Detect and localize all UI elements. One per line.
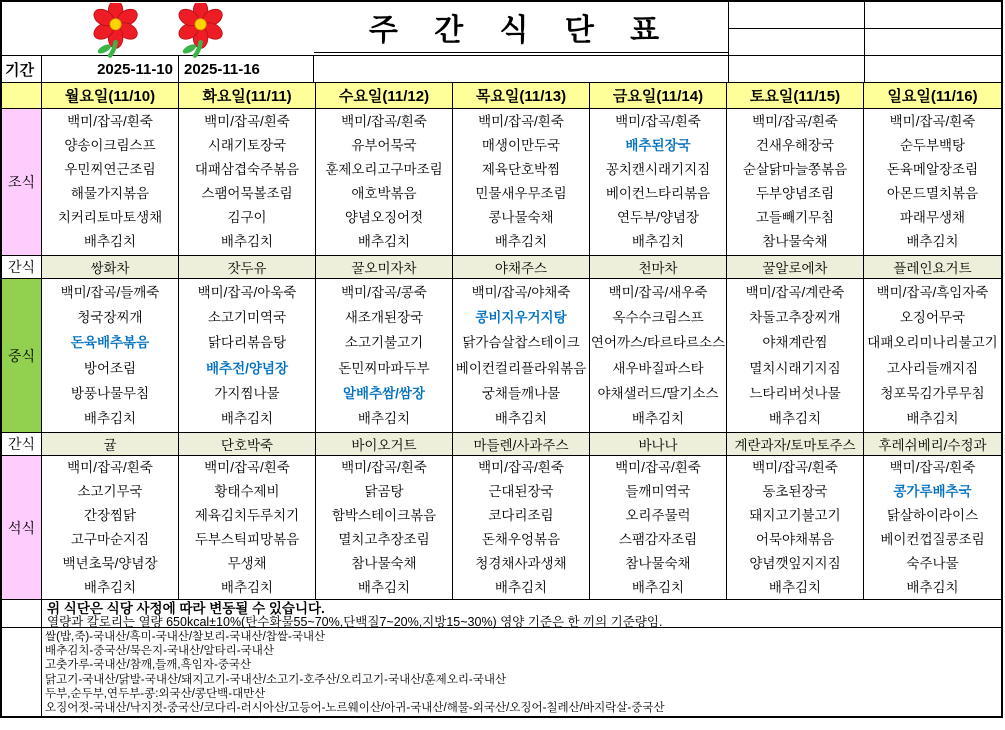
menu-item: 들깨미역국 [625,483,691,499]
top-right-empty-cells [728,2,1001,55]
snack-item: 잣두유 [227,261,267,276]
period-end-date: 2025-11-16 [179,56,314,82]
menu-item: 시래기토장국 [207,138,287,153]
menu-item: 닭다리볶음탕 [207,335,287,351]
menu-item: 백미/잡곡/흰죽 [889,114,976,129]
menu-item: 제육김치두루치기 [194,507,300,523]
menu-item: 순두부백탕 [899,138,966,153]
snack2-row [2,433,1001,456]
empty-cell [864,2,1001,29]
day-header-1: 화요일(11/11) [179,83,316,109]
menu-item: 콩가루배추국 [893,483,972,499]
menu-item: 돈육메알장조림 [886,162,979,177]
day-header-5: 토요일(11/15) [727,83,864,109]
dinner-cell-day0 [42,456,179,600]
origin-line: 오징어젓-국내산/낙지젓-중국산/코다리-러시아산/고등어-노르웨이산/아귀-국내산/해물-외국산/오징어-칠레산/바지락살-중국산 [45,702,665,715]
lunch-row [2,279,1001,433]
menu-item: 무생채 [227,555,267,571]
snack2-cell-day5 [727,433,864,456]
menu-item: 제육단호박찜 [481,162,561,177]
menu-item: 닭곰탕 [364,483,404,499]
menu-item: 백미/잡곡/흰죽 [478,114,564,129]
menu-item: 대패오리미나리불고기 [867,335,998,351]
menu-item: 닭살하이라이스 [886,507,979,523]
menu-item: 파래무생채 [899,210,966,225]
day-header-row [2,83,1001,109]
menu-item: 양념오징어젓 [344,210,424,225]
menu-item: 배추김치 [220,234,274,249]
row-label-lunch: 중식 [2,279,42,433]
snack-item: 쌍화차 [90,261,130,276]
menu-item: 아몬드멸치볶음 [886,186,979,201]
menu-item: 돈육배추볶음 [70,335,150,351]
menu-item: 참나물숙채 [762,234,828,249]
menu-item: 고구마순지짐 [70,531,150,547]
menu-item: 야채계란찜 [762,335,828,351]
snack-item: 바나나 [638,438,678,453]
meal-rows [2,109,1001,600]
lunch-cell-day5 [727,279,864,433]
row-label-snack1: 간식 [2,256,42,279]
lunch-cell-day3 [453,279,590,433]
menu-item: 해물가지볶음 [70,186,150,201]
snack1-cell-day2 [316,256,453,279]
breakfast-cell-day0 [42,109,179,256]
dinner-cell-day3 [453,456,590,600]
period-start-date: 2025-11-10 [42,56,179,82]
menu-item: 배추김치 [768,410,822,426]
menu-item: 두부양념조림 [755,186,835,201]
row-label-snack2: 간식 [2,433,42,456]
row-label-breakfast: 조식 [2,109,42,256]
snack-item: 꿀오미자차 [351,261,417,276]
menu-item: 궁채들깨나물 [481,385,561,401]
menu-item: 참나물숙채 [351,555,417,571]
menu-item: 백미/잡곡/흰죽 [752,114,838,129]
menu-item: 배추김치 [83,579,137,595]
menu-item: 백미/잡곡/계란죽 [745,284,845,300]
day-header-2: 수요일(11/12) [316,83,453,109]
note-nutrition: 열량과 칼로리는 열량 650kcal±10%(탄수화물55~70%,단백질7~20%,지방15~30%) 영양 기준은 한 끼의 기준량임. [47,615,663,629]
menu-item: 배추김치 [906,410,959,426]
breakfast-cell-day3 [453,109,590,256]
period-row [2,56,1001,83]
dinner-cell-day4 [590,456,727,600]
menu-item: 소고기불고기 [344,335,424,351]
menu-item: 우민찌연근조림 [64,162,156,177]
menu-item: 백미/잡곡/흰죽 [341,459,427,475]
menu-item: 백미/잡곡/들깨죽 [60,284,160,300]
menu-item: 콩나물숙채 [488,210,554,225]
day-header-0: 월요일(11/10) [42,83,179,109]
menu-item: 소고기미역국 [207,310,287,326]
snack-item: 단호박죽 [220,438,274,453]
menu-item: 백미/잡곡/새우죽 [608,284,708,300]
menu-item: 배추김치 [357,234,411,249]
lunch-cell-day4 [590,279,727,433]
red-flower-icon [167,3,234,59]
snack2-cell-day1 [179,433,316,456]
snack1-row [2,256,1001,279]
menu-item: 황태수제비 [214,483,280,499]
menu-item: 새우바질파스타 [612,360,704,376]
day-header-4: 금요일(11/14) [590,83,727,109]
menu-item: 베이컨느타리볶음 [605,186,711,201]
menu-item: 간장찜닭 [83,507,137,523]
menu-item: 배추김치 [357,410,411,426]
snack1-cell-day5 [727,256,864,279]
menu-item: 민물새우무조림 [475,186,567,201]
menu-item: 배추김치 [220,579,274,595]
snack-item: 마들렌/사과주스 [473,438,569,453]
snack2-cell-day2 [316,433,453,456]
breakfast-cell-day2 [316,109,453,256]
origin-lines [42,628,1001,716]
menu-item: 가지찜나물 [214,385,280,401]
snack-item: 천마차 [638,261,678,276]
menu-item: 배추김치 [768,579,822,595]
menu-item: 연두부/양념장 [617,210,699,225]
menu-item: 청국장찌개 [77,310,143,326]
menu-item: 소고기무국 [77,483,143,499]
menu-item: 유부어묵국 [351,138,417,153]
menu-item: 알배추쌈/쌈장 [343,385,425,401]
snack1-cell-day6 [864,256,1001,279]
menu-item: 고사리들깨지짐 [886,360,979,376]
menu-item: 닭가슴살찹스테이크 [462,335,580,351]
menu-item: 양송이크림스프 [64,138,156,153]
empty-cell [728,29,864,56]
menu-item: 건새우해장국 [755,138,835,153]
empty-cell [2,600,42,627]
menu-item: 애호박볶음 [351,186,417,201]
flower-decoration [2,2,314,55]
menu-item: 백미/잡곡/야채죽 [471,284,571,300]
dinner-cell-day6 [864,456,1001,600]
menu-item: 콩비지우거지탕 [475,310,567,326]
snack-item: 귤 [103,438,117,453]
lunch-cell-day2 [316,279,453,433]
page-title: 주 간 식 단 표 [368,14,674,47]
menu-item: 배추된장국 [625,138,691,153]
snack2-cell-day0 [42,433,179,456]
menu-item: 배추김치 [83,234,137,249]
red-flower-icon [82,3,149,59]
origin-line: 고춧가루-국내산/참깨,들깨,흑임자-중국산 [45,659,252,672]
snack-item: 야채주스 [494,261,548,276]
dinner-cell-day5 [727,456,864,600]
breakfast-row [2,109,1001,256]
menu-item: 스팸어묵볼조림 [201,186,293,201]
menu-item: 새조개된장국 [344,310,424,326]
snack-item: 플레인요거트 [893,261,972,276]
menu-item: 고들빼기무침 [755,210,835,225]
snack-item: 꿀알로에차 [762,261,828,276]
menu-item: 백미/잡곡/흑임자죽 [876,284,989,300]
menu-item: 근대된장국 [488,483,554,499]
lunch-cell-day6 [864,279,1001,433]
snack2-cell-day6 [864,433,1001,456]
menu-item: 백미/잡곡/흰죽 [889,459,976,475]
menu-item: 방어조림 [83,360,137,376]
menu-item: 매생이만두국 [481,138,561,153]
menu-item: 꽁치캔시래기지짐 [605,162,711,177]
origin-line: 닭고기-국내산/닭발-국내산/돼지고기-국내산/소고기-호주산/오리고기-국내산/훈제오리-국내산 [45,673,507,686]
snack-item: 후레쉬베리/수정과 [878,438,987,453]
menu-item: 배추김치 [631,579,685,595]
menu-item: 배추전/양념장 [206,360,288,376]
day-header-3: 목요일(11/13) [453,83,590,109]
notes-section [2,600,1001,628]
origin-line: 쌀(밥,죽)-국내산/흑미-국내산/찰보리-국내산/찹쌀-국내산 [45,631,326,643]
menu-item: 옥수수크림스프 [612,310,704,326]
menu-item: 코다리조림 [488,507,554,523]
menu-item: 훈제오리고구마조림 [325,162,443,177]
menu-item: 야채샐러드/딸기소스 [597,385,719,401]
note-variability: 위 식단은 식당 사정에 따라 변동될 수 있습니다. [47,601,325,616]
breakfast-cell-day6 [864,109,1001,256]
breakfast-cell-day4 [590,109,727,256]
menu-item: 돼지고기불고기 [749,507,841,523]
snack1-cell-day0 [42,256,179,279]
menu-item: 백미/잡곡/아욱죽 [197,284,297,300]
menu-item: 김구이 [227,210,267,225]
menu-item: 연어까스/타르타르소스 [590,335,726,351]
empty-cell [864,56,1001,82]
empty-cell [728,56,864,82]
menu-item: 치커리토마토생채 [57,210,163,225]
menu-item: 백미/잡곡/흰죽 [204,459,290,475]
origin-line: 배추김치-중국산/묵은지-국내산/알타리-국내산 [45,645,274,658]
menu-item: 동초된장국 [762,483,828,499]
row-label-dinner: 석식 [2,456,42,600]
dinner-row [2,456,1001,600]
menu-item: 느타리버섯나물 [749,385,841,401]
menu-item: 백미/잡곡/흰죽 [615,459,701,475]
empty-cell [2,628,42,716]
menu-item: 배추김치 [631,410,685,426]
menu-item: 백미/잡곡/흰죽 [478,459,564,475]
menu-item: 멸치시래기지짐 [749,360,841,376]
menu-item: 배추김치 [357,579,411,595]
snack-item: 바이오거트 [351,438,417,453]
title-cell [314,2,728,56]
empty-cell [864,29,1001,56]
menu-item: 배추김치 [220,410,274,426]
header-corner-cell [2,83,42,109]
snack-item: 계란과자/토마토주스 [734,438,856,453]
menu-item: 배추김치 [906,579,959,595]
menu-item: 배추김치 [83,410,137,426]
snack1-cell-day4 [590,256,727,279]
menu-item: 양념깻잎지지짐 [749,555,841,571]
menu-item: 차돌고추장찌개 [749,310,841,326]
breakfast-cell-day1 [179,109,316,256]
menu-item: 어묵야채볶음 [755,531,835,547]
menu-item: 오징어무국 [899,310,966,326]
menu-item: 백미/잡곡/흰죽 [67,114,153,129]
period-label: 기간 [2,56,42,82]
menu-item: 백미/잡곡/흰죽 [204,114,290,129]
dinner-cell-day2 [316,456,453,600]
menu-item: 배추김치 [906,234,959,249]
snack2-cell-day4 [590,433,727,456]
empty-cell [728,2,864,29]
snack1-cell-day3 [453,256,590,279]
menu-item: 숙주나물 [906,555,959,571]
menu-item: 백미/잡곡/흰죽 [752,459,838,475]
snack2-cell-day3 [453,433,590,456]
day-header-6: 일요일(11/16) [864,83,1001,109]
menu-item: 청포묵김가루무침 [880,385,985,401]
menu-item: 베이컨껍질콩조림 [880,531,985,547]
top-band [2,2,1001,56]
menu-item: 베이컨컬리플라워볶음 [455,360,587,376]
dinner-cell-day1 [179,456,316,600]
menu-item: 백미/잡곡/콩죽 [341,284,427,300]
menu-item: 두부스틱피망볶음 [194,531,300,547]
menu-item: 배추김치 [494,579,548,595]
menu-item: 오리주물럭 [625,507,691,523]
menu-item: 돈채우엉볶음 [481,531,561,547]
lunch-cell-day1 [179,279,316,433]
menu-item: 스팸감자조림 [618,531,698,547]
menu-item: 대패삼겹숙주볶음 [194,162,300,177]
menu-item: 백미/잡곡/흰죽 [341,114,427,129]
menu-item: 참나물숙채 [625,555,691,571]
menu-item: 청경채사과생채 [475,555,567,571]
menu-item: 배추김치 [494,410,548,426]
empty-cell [314,56,728,82]
menu-item: 순살닭마늘쫑볶음 [742,162,848,177]
menu-item: 백미/잡곡/흰죽 [67,459,153,475]
menu-item: 백미/잡곡/흰죽 [615,114,701,129]
menu-item: 배추김치 [494,234,548,249]
menu-item: 함박스테이크볶음 [331,507,437,523]
origin-line: 두부,순두부,연두부-콩:외국산/콩단백-대만산 [45,687,266,700]
menu-item: 멸치고추장조림 [338,531,430,547]
menu-item: 백년초묵/양념장 [62,555,158,571]
snack1-cell-day1 [179,256,316,279]
lunch-cell-day0 [42,279,179,433]
origin-section [2,628,1001,716]
menu-item: 방풍나물무침 [70,385,150,401]
menu-item: 돈민찌마파두부 [338,360,430,376]
menu-item: 배추김치 [631,234,685,249]
breakfast-cell-day5 [727,109,864,256]
